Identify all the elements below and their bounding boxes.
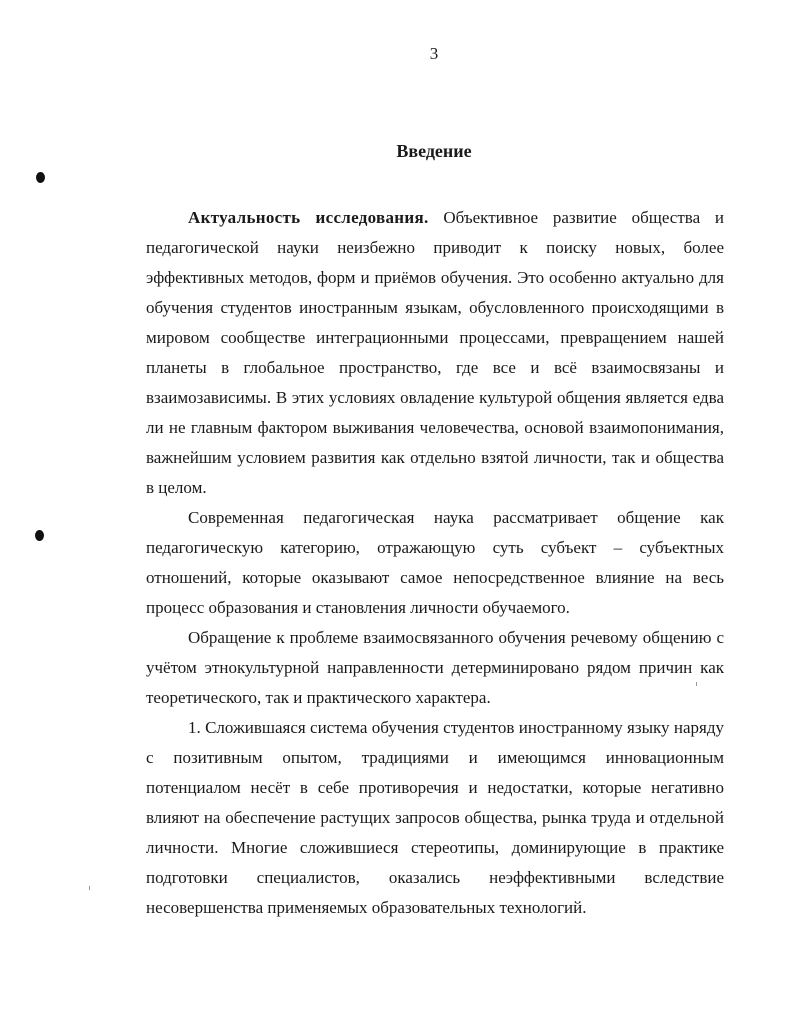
paragraph: 1. Сложившаяся система обучения студентов иностранному языку наряду с позитивным опытом, традициями и имеющимся инновационным потенциалом несёт в себе противоречия и недостатки, которые негативно влияют на обеспечение растущих запросов общества, рынка труда и отдельной личности. Многие сложившиеся стереотипы, доминирующие в практике подготовки специалистов, оказались неэффективными вследствие несовершенства применяемых образовательных технологий. <box>146 718 724 917</box>
binding-hole-mark <box>36 172 45 183</box>
paragraph: Обращение к проблеме взаимосвязанного обучения речевому общению с учётом этнокультурной направленности детерминировано рядом причин как теоретического, так и практического характера. <box>146 628 724 707</box>
paragraph-relevance <box>146 203 724 503</box>
binding-hole-mark <box>35 530 44 541</box>
document-body <box>146 203 724 923</box>
page-number: 3 <box>429 44 439 63</box>
page-title: Введение <box>396 141 472 161</box>
paragraph: Современная педагогическая наука рассматривает общение как педагогическую категорию, отражающую суть субъект – субъектных отношений, которые оказывают самое непосредственное влияние на весь процесс образования и становления личности обучаемого. <box>146 508 724 617</box>
paragraph-lead: Актуальность исследования. <box>188 208 429 227</box>
paragraph-text: Объективное развитие общества и педагогической науки неизбежно приводит к поиску новых, более эффективных методов, форм и приёмов обучения. Это особенно актуально для обучения студентов иностранным языкам, обусловленного происходящими в мировом сообществе интеграционными процессами, превращением нашей планеты в глобальное пространство, где все и всё взаимосвязаны и взаимозависимы. В этих условиях овладение культурой общения является едва ли не главным фактором выживания человечества, основой взаимопонимания, важнейшим условием развития как отдельно взятой личности, так и общества в целом. <box>146 208 724 497</box>
scan-speck <box>89 886 90 890</box>
